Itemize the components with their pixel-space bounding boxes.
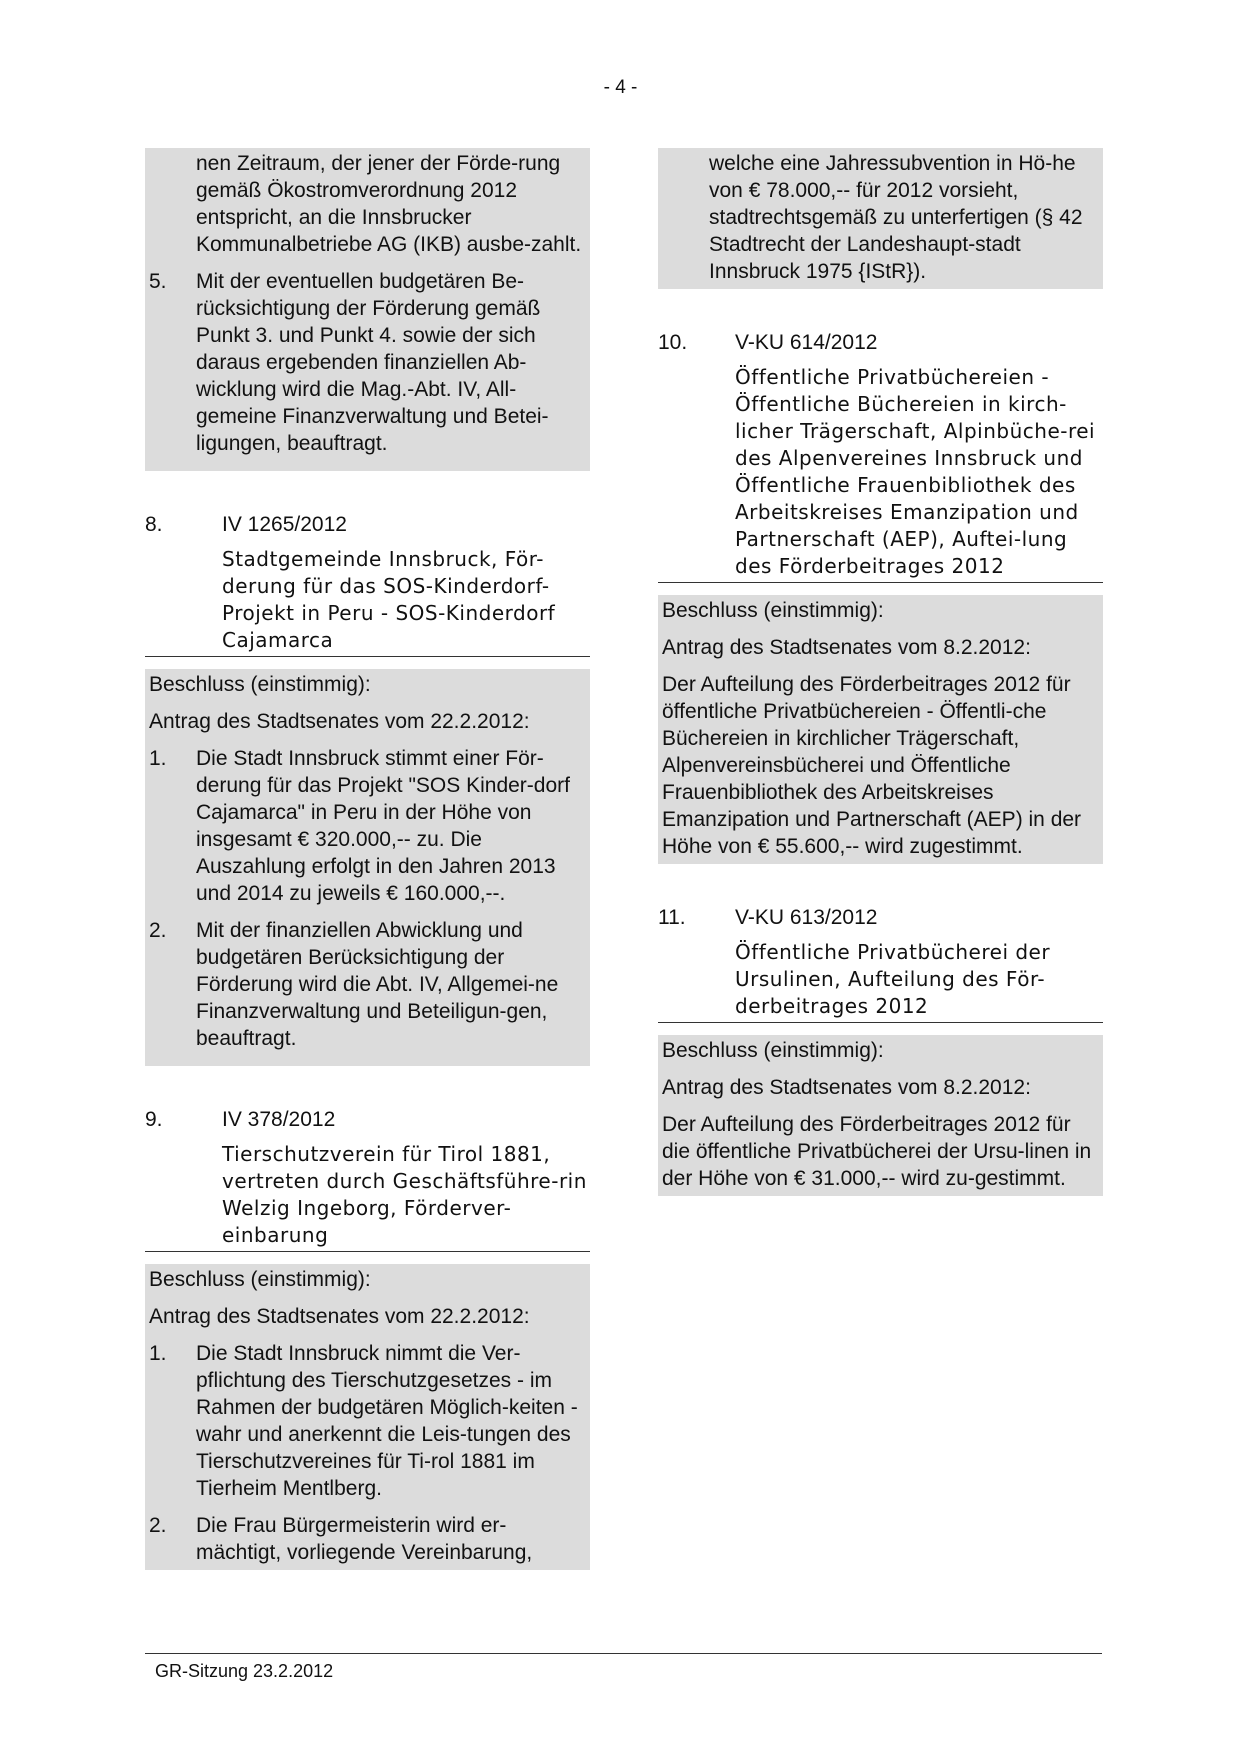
- list-item: [145, 1340, 590, 1502]
- resolution-label: Beschluss (einstimmig):: [662, 599, 884, 622]
- agenda-item-title: Stadtgemeinde Innsbruck, För-derung für das SOS-Kinderdorf-Projekt in Peru - SOS-Kinderdorf Cajamarca: [145, 546, 590, 657]
- agenda-number: 8.: [145, 513, 163, 536]
- reference-number: V-KU 613/2012: [735, 906, 878, 929]
- agenda-item-header: [145, 1106, 590, 1133]
- agenda-item-title: Öffentliche Privatbüchereien - Öffentliche Büchereien in kirch-licher Trägerschaft, Alpinbüche-rei des Alpenvereines Innsbruck und Öffentliche Frauenbibliothek des Arbeitskreises Emanzipation und Partnerschaft (AEP), Auftei-lung des Förderbeitrages 2012: [658, 364, 1103, 583]
- agenda-item-title: Tierschutzverein für Tirol 1881, vertreten durch Geschäftsführe-rin Welzig Ingeborg, Förderver-einbarung: [145, 1141, 590, 1252]
- continued-item-text: nen Zeitraum, der jener der Förde-rung gemäß Ökostromverordnung 2012 entspricht, an die Innsbrucker Kommunalbetriebe AG (IKB) ausbe-zahlt.: [196, 152, 582, 256]
- agenda-item-title: Öffentliche Privatbücherei der Ursulinen, Aufteilung des För-derbeitrages 2012: [658, 939, 1103, 1023]
- agenda-item-header: [658, 904, 1103, 931]
- list-text: Mit der eventuellen budgetären Be-rücksichtigung der Förderung gemäß Punkt 3. und Punkt 4. sowie der sich daraus ergebenden finanziellen Ab-wicklung wird die Mag.-Abt. IV, All-gemeine Finanzverwaltung und Betei-ligungen, beauftragt.: [196, 270, 549, 455]
- page-number: - 4 -: [603, 77, 638, 98]
- reference-number: IV 1265/2012: [222, 513, 347, 536]
- agenda-item-header: [145, 511, 590, 538]
- agenda-item-11: [658, 904, 1103, 1196]
- agenda-item-9: [145, 1106, 590, 1570]
- continued-resolution: [658, 148, 1103, 289]
- footer-divider: [145, 1653, 1102, 1654]
- resolution-block: [658, 595, 1103, 864]
- resolution-text: Der Aufteilung des Förderbeitrages 2012 für die öffentliche Privatbücherei der Ursu-linen in der Höhe von € 31.000,-- wird zu-gestimmt.: [662, 1113, 1092, 1190]
- motion-label: Antrag des Stadtsenates vom 22.2.2012:: [149, 1305, 530, 1328]
- agenda-number: 11.: [658, 906, 686, 929]
- motion-label: Antrag des Stadtsenates vom 22.2.2012:: [149, 710, 530, 733]
- continued-item-text: welche eine Jahressubvention in Hö-he von € 78.000,-- für 2012 vorsieht, stadtrechtsgemäß zu unterfertigen (§ 42 Stadtrecht der Landeshaupt-stadt Innsbruck 1975 {IStR}).: [709, 152, 1083, 283]
- list-item: [145, 745, 590, 907]
- agenda-number: 10.: [658, 331, 688, 354]
- list-item: [145, 268, 590, 457]
- footer-session-date: GR-Sitzung 23.2.2012: [155, 1661, 334, 1681]
- resolution-label: Beschluss (einstimmig):: [662, 1039, 884, 1062]
- reference-number: IV 378/2012: [222, 1108, 336, 1131]
- reference-number: V-KU 614/2012: [735, 331, 878, 354]
- agenda-item-10: [658, 329, 1103, 864]
- list-text: Die Stadt Innsbruck nimmt die Ver-pflichtung des Tierschutzgesetzes - im Rahmen der budgetären Möglich-keiten - wahr und anerkennt die Leis-tungen des Tierschutzvereines für Ti-rol 1881 im Tierheim Mentlberg.: [196, 1342, 578, 1500]
- list-item: [145, 1512, 590, 1566]
- resolution-text: Der Aufteilung des Förderbeitrages 2012 für öffentliche Privatbüchereien - Öffentli-che Büchereien in kirchlicher Trägerschaft, Alpenvereinsbücherei und Öffentliche Frauenbibliothek des Arbeitskreises Emanzipation und Partnerschaft (AEP) in der Höhe von € 55.600,-- wird zugestimmt.: [662, 673, 1082, 858]
- list-number: 1.: [149, 747, 167, 770]
- list-text: Die Stadt Innsbruck stimmt einer För-derung für das Projekt "SOS Kinder-dorf Cajamarca" in Peru in der Höhe von insgesamt € 320.000,-- zu. Die Auszahlung erfolgt in den Jahren 2013 und 2014 zu jeweils € 160.000,--.: [196, 747, 570, 905]
- list-number: 2.: [149, 919, 167, 942]
- resolution-block: [145, 1264, 590, 1570]
- right-column: [658, 148, 1103, 1196]
- left-column: [145, 148, 590, 1570]
- list-number: 1.: [149, 1342, 167, 1365]
- resolution-block: [658, 1035, 1103, 1196]
- agenda-number: 9.: [145, 1108, 163, 1131]
- resolution-block: [145, 669, 590, 1066]
- resolution-label: Beschluss (einstimmig):: [149, 673, 371, 696]
- motion-label: Antrag des Stadtsenates vom 8.2.2012:: [662, 636, 1031, 659]
- continued-resolution: [145, 148, 590, 471]
- resolution-label: Beschluss (einstimmig):: [149, 1268, 371, 1291]
- agenda-item-header: [658, 329, 1103, 356]
- list-text: Mit der finanziellen Abwicklung und budgetären Berücksichtigung der Förderung wird die Abt. IV, Allgemei-ne Finanzverwaltung und Beteiligun-gen, beauftragt.: [196, 919, 559, 1050]
- list-number: 2.: [149, 1514, 167, 1537]
- list-item: [145, 917, 590, 1052]
- agenda-item-8: [145, 511, 590, 1066]
- list-text: Die Frau Bürgermeisterin wird er-mächtigt, vorliegende Vereinbarung,: [196, 1514, 533, 1564]
- list-number: 5.: [149, 270, 167, 293]
- motion-label: Antrag des Stadtsenates vom 8.2.2012:: [662, 1076, 1031, 1099]
